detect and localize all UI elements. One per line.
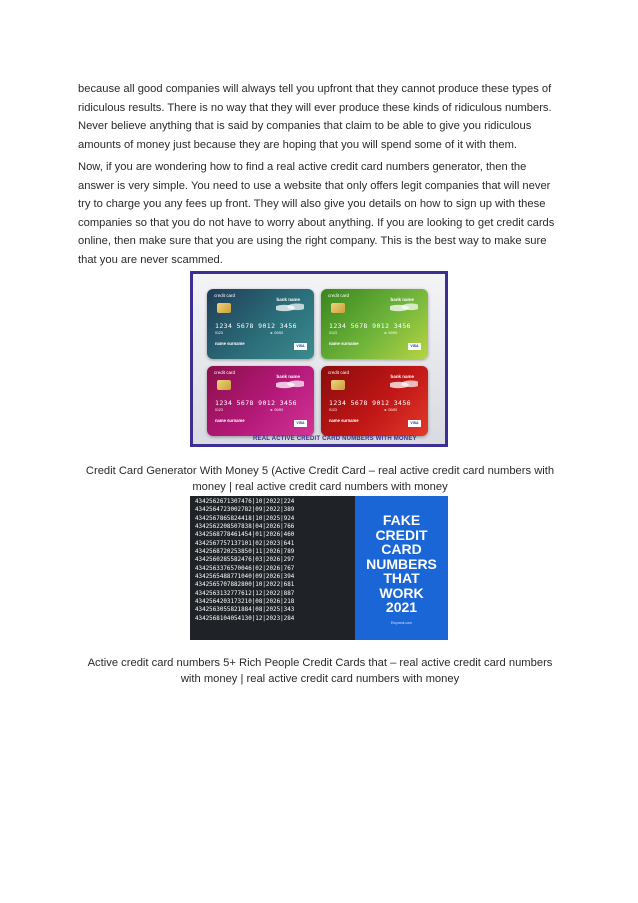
card-number-row: 4342565488771040|09|2026|394 — [195, 574, 295, 581]
card-brand-logo: VISA — [408, 343, 421, 350]
body-paragraph: because all good companies will always tell you upfront that they cannot produce these types of ridiculous results. There is no way that they will ever produce these kinds of ridiculous numbers. Never believe anything that is said by companies that claim to be able to give you ridiculous amounts of money just because they are hoping that you will spend some of it with them. — [78, 83, 552, 151]
card-type-label: credit card — [328, 370, 350, 375]
card-number-row: 4342565707882800|10|2022|681 — [195, 582, 295, 589]
card-number-row: 4342564723002782|09|2022|389 — [195, 507, 295, 514]
image-credit: Etsyrank.com — [390, 621, 413, 625]
card-number-row: 4342564203173210|08|2026|218 — [195, 599, 295, 606]
card-small-number: 0123 — [215, 331, 223, 335]
card-chip-icon — [331, 303, 345, 313]
card-chip-icon — [217, 303, 231, 313]
card-bank-label: bank name — [276, 297, 300, 302]
credit-cards-image-canvas — [193, 274, 445, 444]
card-expiry: ► 00/00 — [384, 408, 398, 412]
card-number-row: 4342562671307476|10|2022|224 — [195, 499, 295, 505]
card-holder: name surname — [329, 418, 359, 423]
card-bank-label: bank name — [390, 374, 414, 379]
card-holder: name surname — [215, 341, 245, 346]
card-number-row: 4342563376570046|02|2026|767 — [195, 565, 295, 572]
card-expiry: ► 00/00 — [384, 331, 398, 335]
card-chip-icon — [331, 380, 345, 390]
card-number-row: 4342560285582476|03|2026|297 — [195, 557, 295, 564]
credit-cards-image — [190, 271, 448, 447]
card-small-number: 0123 — [329, 331, 337, 335]
card-number-row: 4342562208507838|04|2026|766 — [195, 524, 295, 531]
card-small-number: 0123 — [329, 408, 337, 412]
credit-card-magenta — [207, 366, 314, 436]
image-title: FAKE CREDIT CARD NUMBERS THAT WORK 2021 — [366, 512, 437, 615]
card-holder: name surname — [215, 418, 245, 423]
card-number-row: 4342568720253850|11|2026|789 — [195, 549, 295, 556]
card-type-label: credit card — [214, 293, 236, 298]
card-bank-label: bank name — [276, 374, 300, 379]
card-numbers-image — [190, 496, 448, 640]
card-number: 1234 5678 9012 3456 — [329, 399, 411, 407]
credit-card-green — [321, 289, 428, 359]
card-chip-icon — [217, 380, 231, 390]
credit-card-teal — [207, 289, 314, 359]
card-holder: name surname — [329, 341, 359, 346]
card-type-label: credit card — [328, 293, 350, 298]
card-number: 1234 5678 9012 3456 — [215, 322, 297, 330]
card-expiry: ► 00/00 — [270, 331, 284, 335]
world-map-icon — [390, 302, 418, 314]
body-paragraph: Now, if you are wondering how to find a real active credit card numbers generator, then the answer is very simple. You need to use a website that only offers legit companies that will never try to charge you any fees up front. They will also give you details on how to sign up with these companies so that you do not have to worry about anything. If you are looking to get credit cards online, then make sure that you are using the right company. This is the best way to make sure that you are never scammed. — [78, 161, 555, 266]
world-map-icon — [276, 379, 304, 391]
world-map-icon — [276, 302, 304, 314]
card-number: 1234 5678 9012 3456 — [215, 399, 297, 407]
image-overlay-text: REAL ACTIVE CREDIT CARD NUMBERS WITH MONEY — [253, 436, 417, 442]
card-brand-logo: VISA — [408, 420, 421, 427]
card-brand-logo: VISA — [294, 420, 307, 427]
card-number: 1234 5678 9012 3456 — [329, 322, 411, 330]
card-number-row: 4342568104054130|12|2023|284 — [195, 615, 295, 622]
card-number-row: 4342563055821884|08|2025|343 — [195, 607, 295, 614]
credit-card-red — [321, 366, 428, 436]
card-number-row: 4342567757137101|02|2023|641 — [195, 540, 295, 547]
card-number-row: 4342563132777612|12|2022|887 — [195, 590, 295, 597]
card-number-row: 4342568778461454|01|2026|460 — [195, 532, 295, 539]
figure-caption: Active credit card numbers 5+ Rich People Credit Cards that – real active credit card numbers with money | real active credit card numbers with money — [87, 657, 553, 685]
card-numbers-list — [190, 496, 355, 640]
card-bank-label: bank name — [390, 297, 414, 302]
card-small-number: 0123 — [215, 408, 223, 412]
card-expiry: ► 00/00 — [270, 408, 284, 412]
card-type-label: credit card — [214, 370, 236, 375]
card-brand-logo: VISA — [294, 343, 307, 350]
world-map-icon — [390, 379, 418, 391]
figure-caption: Credit Card Generator With Money 5 (Active Credit Card – real active credit card numbers with money | real active credit card numbers with money — [85, 465, 555, 493]
card-number-row: 4342567865824418|10|2025|924 — [195, 515, 295, 522]
image-title-panel — [355, 496, 448, 640]
